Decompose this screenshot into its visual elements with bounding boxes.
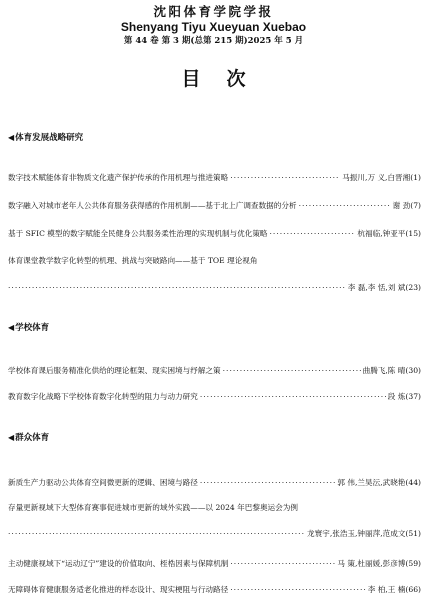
entry-title[interactable]: 体育课堂教学数字化转型的机理、挑战与突破路向——基于 TOE 理论视角 (8, 256, 258, 265)
toc-entry[interactable] (8, 200, 421, 212)
entry-authors: 段 炼(37) (387, 392, 421, 401)
journal-header (0, 4, 427, 48)
dot-leader (230, 172, 340, 184)
dot-leader (230, 558, 335, 570)
toc-entry[interactable] (8, 558, 421, 570)
entry-authors: 杭福临,钟亚平(15) (357, 229, 421, 238)
section-heading-development-strategy (8, 132, 83, 144)
dot-leader (223, 365, 361, 377)
journal-title-cn: 沈阳体育学院学报 (153, 4, 274, 19)
entry-authors: 谢 劲(7) (392, 201, 421, 210)
entry-authors: 郭 伟,兰昊沄,武晓艳(44) (337, 478, 421, 487)
toc-heading: 目次 (181, 68, 272, 90)
dot-leader (8, 528, 305, 540)
entry-authors: 马 策,杜丽媛,彭彦博(59) (337, 559, 421, 568)
toc-entry[interactable] (8, 477, 421, 489)
triangle-marker-icon: ◀ (8, 433, 15, 442)
toc-entry[interactable] (8, 228, 421, 240)
dot-leader (200, 391, 386, 403)
dot-leader (299, 200, 391, 212)
toc-entry-continuation[interactable] (8, 528, 421, 540)
section-title: 群众体育 (15, 433, 50, 443)
journal-title-romanized: Shenyang Tiyu Xueyuan Xuebao (120, 20, 307, 34)
entry-authors: 李 磊,李 恬,刘 斌(23) (347, 283, 421, 292)
entry-title: 数字融入对城市老年人公共体育服务获得感的作用机制——基于北上广调查数据的分析 (8, 201, 297, 210)
section-heading-mass-sports (8, 432, 49, 444)
dot-leader (270, 228, 356, 240)
entry-title: 基于 SFIC 模型的数字赋能全民健身公共服务柔性治理的实现机制与优化策略 (8, 229, 268, 238)
section-heading-school-sports (8, 322, 49, 334)
entry-title: 新质生产力驱动公共体育空间微更新的逻辑、困境与路径 (8, 478, 198, 487)
triangle-marker-icon: ◀ (8, 133, 15, 142)
entry-title: 学校体育课后服务精准化供给的理论框架、现实困境与纾解之策 (8, 366, 221, 375)
dot-leader (200, 477, 336, 489)
section-title: 学校体育 (15, 323, 50, 333)
toc-entry-continuation[interactable] (8, 282, 421, 294)
entry-authors: 李 柏,王 楠(66) (367, 585, 421, 594)
entry-authors: 马振川,万 义,白晋湘(1) (342, 173, 421, 182)
entry-authors: 曲腾飞,陈 晴(30) (362, 366, 421, 375)
toc-entry[interactable] (8, 584, 421, 596)
toc-entry[interactable] (8, 172, 421, 184)
entry-title: 教育数字化战略下学校体育数字化转型的阻力与动力研究 (8, 392, 198, 401)
toc-entry[interactable] (8, 365, 421, 377)
dot-leader (230, 584, 366, 596)
entry-title: 主动健康视域下“运动辽宁”建设的价值取向、桎梏因素与保障机制 (8, 559, 229, 568)
issue-line: 第 44 卷 第 3 期(总第 215 期)2025 年 5 月 (123, 36, 304, 46)
triangle-marker-icon: ◀ (8, 323, 15, 332)
entry-title: 数字技术赋能体育非物质文化遗产保护传承的作用机理与推进策略 (8, 173, 229, 182)
entry-authors: 龙寰宇,张浩玉,钟丽萍,范成文(51) (307, 529, 421, 538)
toc-entry[interactable] (8, 391, 421, 403)
section-title: 体育发展战略研究 (15, 133, 84, 143)
dot-leader (8, 282, 346, 294)
entry-title: 无障碍体育健康服务适老化推进的样态设计、现实梗阻与行动路径 (8, 585, 229, 594)
entry-title[interactable]: 存量更新视域下大型体育赛事促进城市更新的域外实践——以 2024 年巴黎奥运会为例 (8, 503, 298, 512)
